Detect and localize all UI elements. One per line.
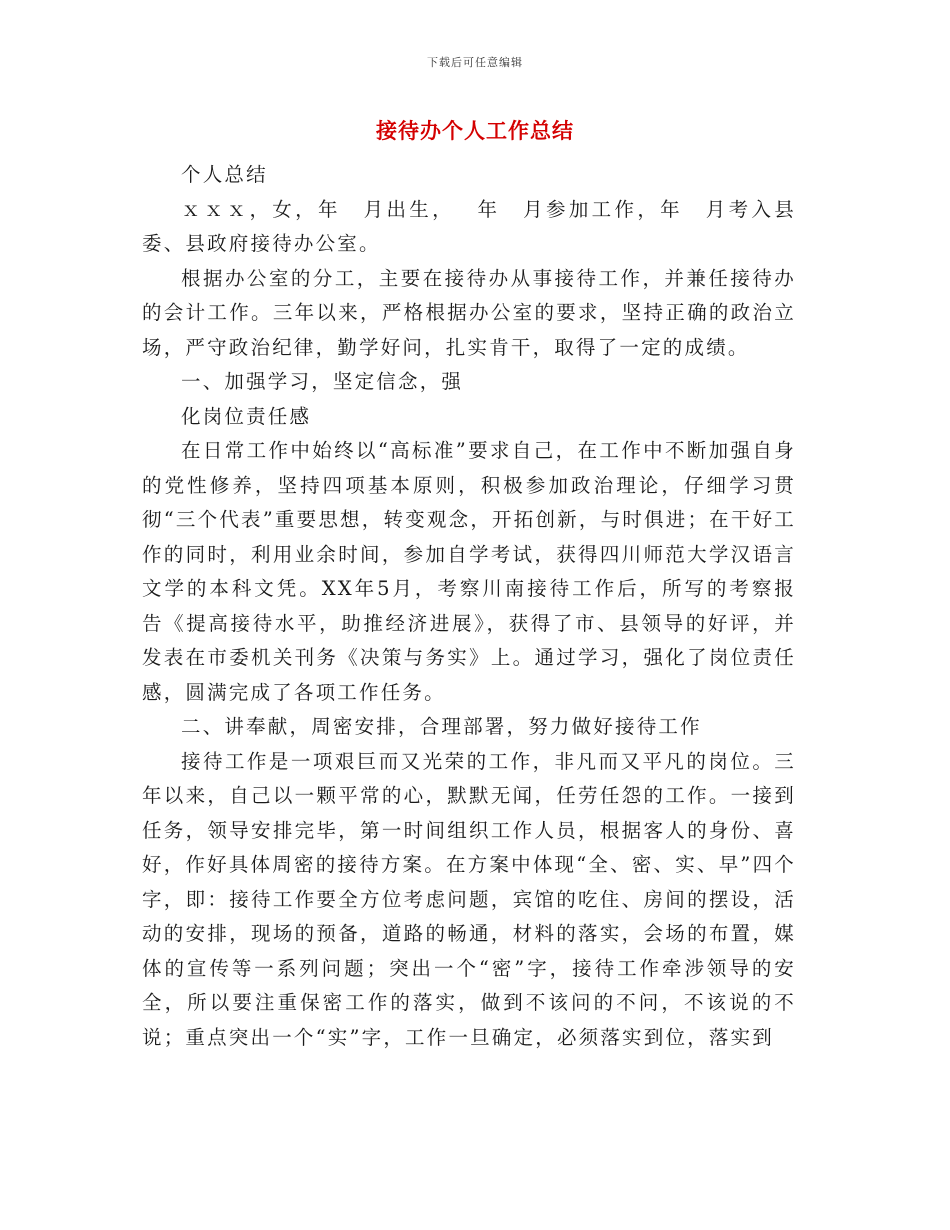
document-body	[142, 158, 796, 1055]
paragraph-intro: ｘｘｘ，女，年 月出生， 年 月参加工作，年 月考入县委、县政府接待办公室。	[142, 197, 796, 255]
section-heading-1-continued: 化岗位责任感	[181, 404, 312, 428]
paragraph-subtitle: 个人总结	[181, 163, 268, 186]
paragraph-study: 在日常工作中始终以“高标准”要求自己，在工作中不断加强自身的党性修养，坚持四项基本原则，积极参加政治理论，仔细学习贯彻“三个代表”重要思想，转变观念，开拓创新，与时俱进；在干好工作的同时，利用业余时间，参加自学考试，获得四川师范大学汉语言文学的本科文凭。XX年5月，考察川南接待工作后，所写的考察报告《提高接待水平，助推经济进展》，获得了市、县领导的好评，并发表在市委机关刊务《决策与务实》上。通过学习，强化了岗位责任感，圆满完成了各项工作任务。	[142, 439, 796, 704]
paragraph-reception: 接待工作是一项艰巨而又光荣的工作，非凡而又平凡的岗位。三年以来，自己以一颗平常的心，默默无闻，任劳任怨的工作。一接到任务，领导安排完毕，第一时间组织工作人员，根据客人的身份、喜好，作好具体周密的接待方案。在方案中体现“全、密、实、早”四个字，即：接待工作要全方位考虑问题，宾馆的吃住、房间的摆设，活动的安排，现场的预备，道路的畅通，材料的落实，会场的布置，媒体的宣传等一系列问题；突出一个“密”字，接待工作牵涉领导的安全，所以要注重保密工作的落实，做到不该问的不问，不该说的不说；重点突出一个“实”字，工作一旦确定，必须落实到位，落实到	[142, 749, 796, 1049]
document-title: 接待办个人工作总结	[376, 118, 574, 143]
header-note: 下载后可任意编辑	[427, 56, 523, 69]
section-heading-1: 一、加强学习，坚定信念，强	[181, 370, 464, 393]
paragraph-duties: 根据办公室的分工，主要在接待办从事接待工作，并兼任接待办的会计工作。三年以来，严格根据办公室的要求，坚持正确的政治立场，严守政治纪律，勤学好问，扎实肯干，取得了一定的成绩。	[142, 266, 796, 359]
section-heading-2: 二、讲奉献，周密安排，合理部署，努力做好接待工作	[181, 715, 702, 738]
